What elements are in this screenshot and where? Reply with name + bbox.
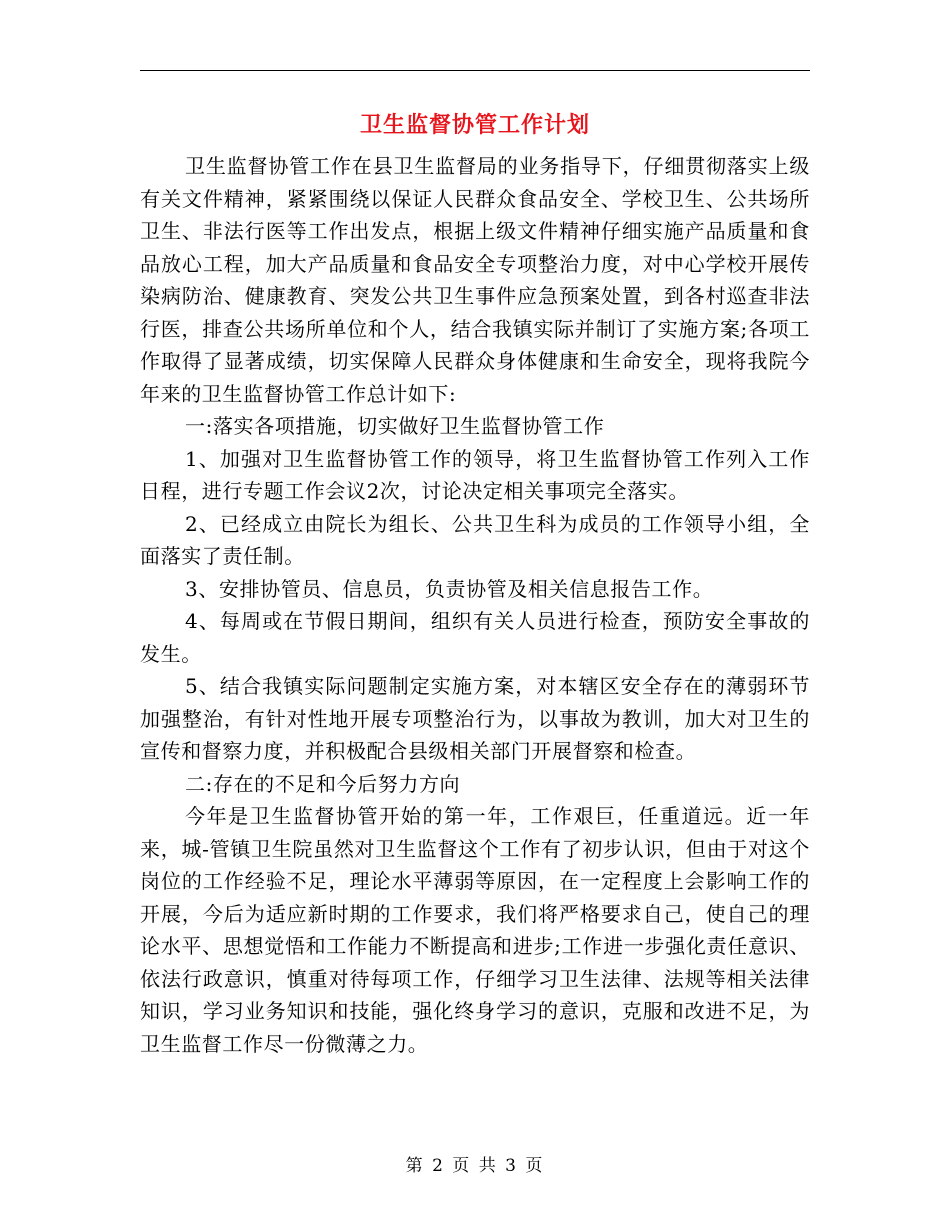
list-item-3: 3、安排协管员、信息员，负责协管及相关信息报告工作。 xyxy=(185,576,714,601)
list-item-4: 4、每周或在节假日期间，组织有关人员进行检查，预防安全事故的发生。 xyxy=(140,609,810,666)
document-body xyxy=(140,150,810,1060)
list-item-5: 5、结合我镇实际问题制定实施方案，对本辖区安全存在的薄弱环节加强整治，有针对性地开展专项整治行为，以事故为教训，加大对卫生的宣传和督察力度，并积极配合县级相关部门开展督察和检查。 xyxy=(140,674,810,763)
section-heading-2: 二:存在的不足和今后努力方向 xyxy=(185,771,461,796)
list-item-1: 1、加强对卫生监督协管工作的领导，将卫生监督协管工作列入工作日程，进行专题工作会议2次，讨论决定相关事项完全落实。 xyxy=(140,446,810,503)
document-title: 卫生监督协管工作计划 xyxy=(359,112,590,138)
intro-paragraph: 卫生监督协管工作在县卫生监督局的业务指导下，仔细贯彻落实上级有关文件精神，紧紧围绕以保证人民群众食品安全、学校卫生、公共场所卫生、非法行医等工作出发点，根据上级文件精神仔细实施产品质量和食品放心工程，加大产品质量和食品安全专项整治力度，对中心学校开展传染病防治、健康教育、突发公共卫生事件应急预案处置，到各村巡查非法行医，排查公共场所单位和个人，结合我镇实际并制订了实施方案;各项工作取得了显著成绩，切实保障人民群众身体健康和生命安全，现将我院今年来的卫生监督协管工作总计如下: xyxy=(140,154,810,406)
header-rule xyxy=(140,70,810,71)
list-item-2: 2、已经成立由院长为组长、公共卫生科为成员的工作领导小组，全面落实了责任制。 xyxy=(140,511,810,568)
page-number: 第 2 页 共 3 页 xyxy=(405,1156,545,1176)
closing-paragraph: 今年是卫生监督协管开始的第一年，工作艰巨，任重道远。近一年来，城-管镇卫生院虽然对卫生监督这个工作有了初步认识，但由于对这个岗位的工作经验不足，理论水平薄弱等原因，在一定程度上会影响工作的开展，今后为适应新时期的工作要求，我们将严格要求自己，使自己的理论水平、思想觉悟和工作能力不断提高和进步;工作进一步强化责任意识、依法行政意识，慎重对待每项工作，仔细学习卫生法律、法规等相关法律知识，学习业务知识和技能，强化终身学习的意识，克服和改进不足，为卫生监督工作尽一份微薄之力。 xyxy=(140,804,810,1056)
section-heading-1: 一:落实各项措施，切实做好卫生监督协管工作 xyxy=(185,414,605,438)
